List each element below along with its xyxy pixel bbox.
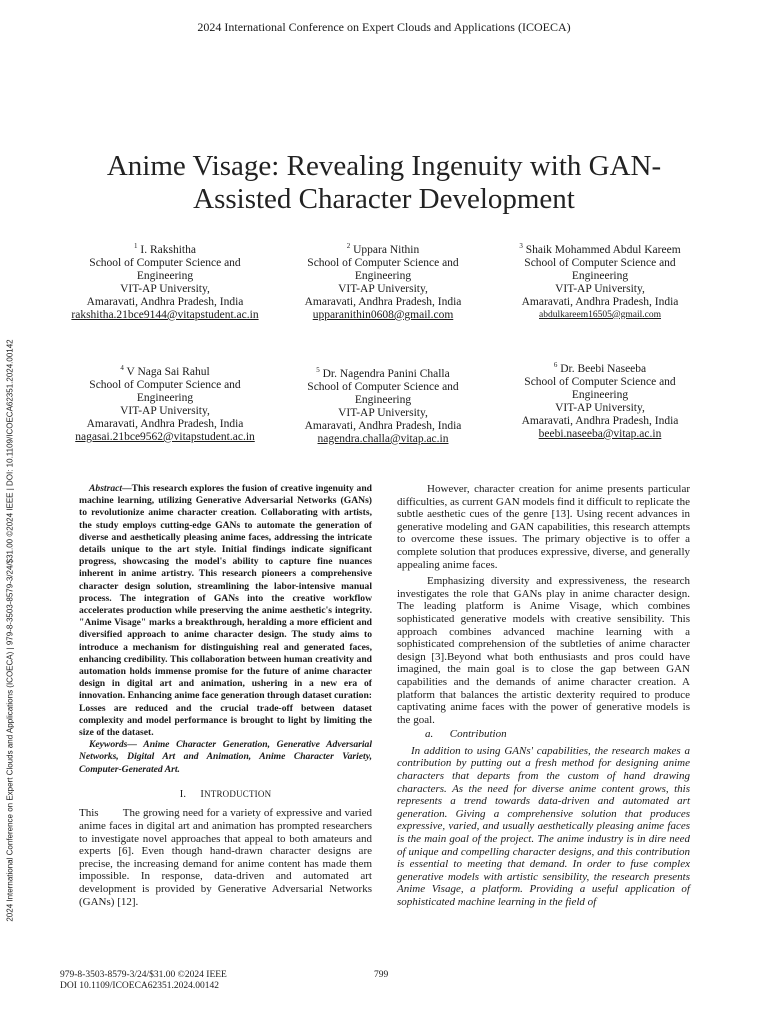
author-number: 2	[346, 242, 351, 250]
section-first-letter: I	[200, 788, 205, 800]
footer-isbn: 979-8-3503-8579-3/24/$31.00 ©2024 IEEE	[60, 970, 227, 980]
author-number: 1	[134, 242, 138, 250]
author-place: Amaravati, Andhra Pradesh, India	[86, 295, 244, 308]
author-dept: School of Computer Science and Engineering	[307, 256, 459, 282]
author-email-link[interactable]: beebi.naseeba@vitap.ac.in	[538, 427, 662, 440]
keywords: Keywords— Anime Character Generation, Generative Adversarial Networks, Digital Art and Animation, Anime Character Variety, Computer-Generated Art.	[79, 739, 372, 775]
author-email-link[interactable]: nagasai.21bce9562@vitapstudent.ac.in	[75, 430, 255, 443]
author-name: Shaik Mohammed Abdul Kareem	[522, 243, 681, 256]
author-univ: VIT-AP University,	[120, 404, 210, 417]
conference-header: 2024 International Conference on Expert Clouds and Applications (ICOECA)	[197, 20, 571, 34]
author-place: Amaravati, Andhra Pradesh, India	[521, 295, 679, 308]
author-univ: VIT-AP University,	[120, 282, 210, 295]
author-univ: VIT-AP University,	[338, 282, 428, 295]
author-dept: School of Computer Science and Engineering	[307, 380, 459, 406]
sidebar-citation: 2024 International Conference on Expert Clouds and Applications (ICOECA) | 979-8-3503-8579-3/24/$31.00 ©2024 IEEE | DOI: 10.1109/ICOECA62351.2024.00142	[5, 339, 15, 922]
page-number: 799	[374, 970, 389, 980]
author-email-link[interactable]: abdulkareem16505@gmail.com	[539, 309, 661, 320]
author-name: I. Rakshitha	[137, 243, 196, 256]
author-block-5	[278, 364, 488, 446]
author-dept: School of Computer Science and Engineering	[524, 375, 676, 401]
author-email-link[interactable]: rakshitha.21bce9144@vitapstudent.ac.in	[71, 308, 259, 321]
author-name: V Naga Sai Rahul	[123, 365, 210, 378]
author-block-2	[278, 240, 488, 322]
intro-paragraph: This The growing need for a variety of expressive and varied anime faces in digital art and animation has prompted researchers to investigate novel approaches that appeal to both amateurs and experts [6]. Even though hand-drawn character designs are precise, the increasing demand for anime content has made them impossible. In response, data-driven and automated art development is provided by Generative Adversarial Networks (GANs) [12].	[79, 807, 375, 908]
section-number: I.	[179, 788, 187, 800]
author-number: 3	[519, 242, 523, 250]
author-number: 4	[120, 364, 124, 372]
author-dept: School of Computer Science and Engineering	[89, 256, 241, 282]
author-univ: VIT-AP University,	[555, 282, 645, 295]
footer-copyright	[60, 970, 227, 992]
author-place: Amaravati, Andhra Pradesh, India	[304, 419, 462, 432]
body-paragraph: However, character creation for anime presents particular difficulties, as current GAN models find it difficult to replicate the subtle aesthetic cues of the genre [13]. Using recent advances in generative modeling and GAN capabilities, this research attempts to overcome these issues. The primary objective is to offer a complete solution that produces expressive, diverse, and generally appealing anime faces.	[397, 483, 690, 571]
right-column	[397, 483, 690, 909]
paper-title	[60, 150, 708, 216]
author-block-1	[60, 240, 270, 322]
author-univ: VIT-AP University,	[338, 406, 428, 419]
author-place: Amaravati, Andhra Pradesh, India	[521, 414, 679, 427]
author-number: 6	[553, 361, 558, 369]
author-place: Amaravati, Andhra Pradesh, India	[304, 295, 462, 308]
section-heading-introduction	[79, 788, 372, 802]
author-place: Amaravati, Andhra Pradesh, India	[86, 417, 244, 430]
author-email-link[interactable]: upparanithin0608@gmail.com	[312, 308, 454, 321]
footer-doi: DOI 10.1109/ICOECA62351.2024.00142	[60, 981, 220, 991]
abstract-text: —This research explores the fusion of creative ingenuity and machine learning, utilizing Generative Adversarial Networks (GANs) to revolutionize anime character creation. Collaborating with artists, the study employs cutting-edge GANs to automate the generation of diverse and aesthetically pleasing anime faces, addressing the intricate details unique to the art style. Initial findings indicate significant progress, showcasing the model's ability to capture fine nuances inherent in anime artistry. This research pioneers a comprehensive character design solution, streamlining the labor-intensive manual process. The integration of GANs into the creative workflow accelerates production while preserving the anime aesthetic's integrity. "Anime Visage" marks a breakthrough, heralding a more efficient and diversified approach to anime character design. The study aims to introduce a mechanism for distinguishing real and generated faces, enhancing credibility. This collaboration between human creativity and automation holds immense promise for the future of anime character design in digital art and animation, ushering in a new era of innovation. Enhancing anime face generation through dataset curation: Losses are reduced and the crucial trade-off between dataset complexity and model performance is brought to light by limiting the size of the dataset.	[79, 483, 372, 739]
section-title-rest: NTRODUCTION	[204, 788, 272, 799]
author-name: Dr. Nagendra Panini Challa	[319, 367, 450, 380]
author-block-6	[495, 359, 705, 441]
title-line-2: Assisted Character Development	[193, 183, 575, 215]
author-dept: School of Computer Science and Engineering	[89, 378, 241, 404]
author-univ: VIT-AP University,	[555, 401, 645, 414]
abstract	[79, 483, 372, 739]
author-block-4	[60, 362, 270, 444]
contribution-paragraph: In addition to using GANs' capabilities, the research makes a contribution by putting out a fresh method for designing anime characters that departs from the custom of hand drawing characters. As the need for diverse anime content grows, this represents a trend towards data-driven and automated art generation. Giving a comprehensive solution that produces expressive, varied, and usually aesthetically pleasing anime faces is the main goal of the project. The anime industry is in dire need of unique and compelling character designs, and this contribution is essential to meeting that demand. In order to fuse complex generative models with artistic sensibility, the research presents Anime Visage, a platform. Providing a useful application of sophisticated machine learning in the field of	[397, 744, 690, 908]
author-block-3	[495, 240, 705, 322]
author-name: Dr. Beebi Naseeba	[557, 362, 647, 375]
title-line-1: Anime Visage: Revealing Ingenuity with GAN-	[106, 150, 662, 182]
left-column	[79, 483, 375, 908]
author-email-link[interactable]: nagendra.challa@vitap.ac.in	[317, 432, 449, 445]
author-name: Uppara Nithin	[350, 243, 420, 256]
abstract-label: Abstract	[89, 483, 123, 494]
subsection-heading-contribution: a. Contribution	[425, 728, 507, 741]
author-number: 5	[316, 366, 320, 374]
author-dept: School of Computer Science and Engineering	[524, 256, 676, 282]
body-paragraph: Emphasizing diversity and expressiveness, the research investigates the role that GANs play in anime character design. The leading platform is Anime Visage, which combines sophisticated generative models with creative sensibility. This approach combines advanced machine learning with a sophisticated comprehension of the subtleties of anime character design [3].Beyond what both enthusiasts and pros could have imagined, the main goal is to close the gap between GAN capabilities and the demands of anime character creation. A platform that balances the artistic dexterity required to produce captivating anime faces with the power of generative models is the goal.	[397, 575, 690, 726]
